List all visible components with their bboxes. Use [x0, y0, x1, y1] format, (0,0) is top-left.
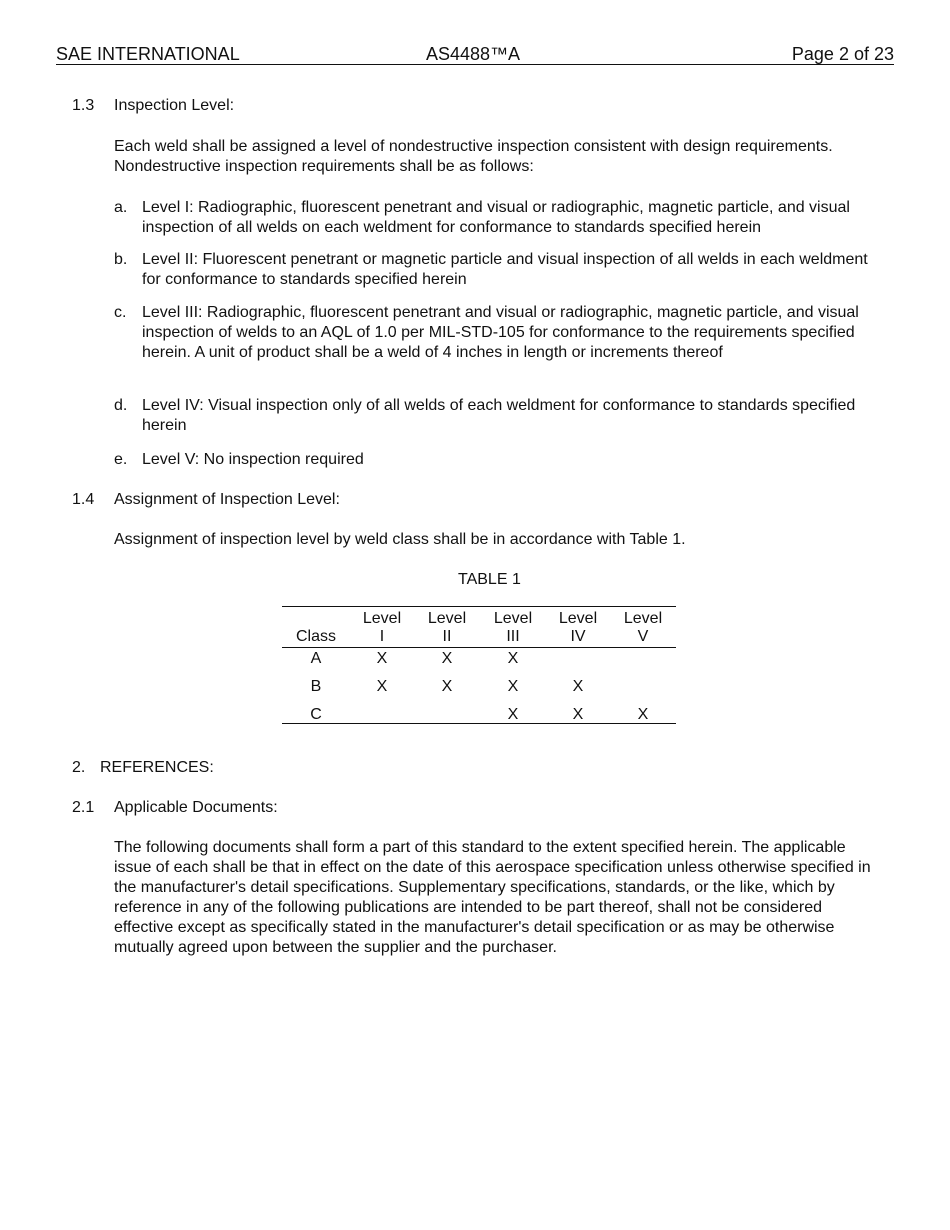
list-item-letter: d.	[114, 397, 128, 414]
section-1-4-number: 1.4	[72, 491, 95, 508]
table-cell-mark: X	[376, 650, 388, 667]
list-item-letter: e.	[114, 451, 128, 468]
table-cell-mark: X	[441, 650, 453, 667]
table-cell-mark: X	[441, 678, 453, 695]
table-header-level-numeral: IV	[570, 628, 586, 645]
section-1-3-title: Inspection Level:	[114, 97, 235, 114]
section-2-1-title: Applicable Documents:	[114, 799, 278, 816]
header-doc-number: AS4488™A	[426, 44, 521, 64]
page-header	[56, 44, 894, 65]
section-2-1-body: The following documents shall form a part of this standard to the extent specified herein. The applicable issue of each shall be that in effect on the date of this aerospace specification unless otherwise specified in the manufacturer's detail specifications. Supplementary specifications, standards, or the like, which by reference in any of the following publications are intended to be part thereof, shall not be considered effective except as specifically stated in the manufacturer's detail specification or as may be otherwise mutually agreed upon between the supplier and the purchaser.	[114, 839, 871, 956]
header-page-number: Page 2 of 23	[791, 44, 894, 64]
table-cell-class: B	[310, 678, 322, 695]
table-top-rule	[282, 606, 676, 607]
table-header-level-numeral: I	[379, 628, 385, 645]
section-1-3-number: 1.3	[72, 97, 95, 114]
table-cell-class: C	[310, 706, 322, 723]
table-cell-mark: X	[376, 678, 388, 695]
table-header-level-word: Level	[558, 610, 598, 627]
section-2-title: REFERENCES:	[100, 759, 214, 776]
table-cell-mark: X	[507, 706, 519, 723]
table-cell-mark: X	[572, 706, 584, 723]
table-caption: TABLE 1	[458, 571, 521, 588]
table-header-level-word: Level	[427, 610, 467, 627]
list-item-text: Level II: Fluorescent penetrant or magnetic particle and visual inspection of all welds in each weldment for conformance to standards specified herein	[142, 251, 868, 288]
table-header-level-numeral: V	[637, 628, 649, 645]
list-item-letter: a.	[114, 199, 128, 216]
header-org: SAE INTERNATIONAL	[56, 44, 240, 64]
table-header-level-word: Level	[362, 610, 402, 627]
table-cell-mark: X	[637, 706, 649, 723]
table-cell-mark: X	[507, 650, 519, 667]
table-header-level-word: Level	[493, 610, 533, 627]
table-header-class: Class	[295, 628, 336, 645]
section-1-4-body: Assignment of inspection level by weld class shall be in accordance with Table 1.	[114, 531, 686, 548]
list-item-text: Level IV: Visual inspection only of all welds of each weldment for conformance to standards specified herein	[142, 397, 856, 434]
table-cell-mark: X	[507, 678, 519, 695]
table-header-level-numeral: III	[506, 628, 520, 645]
list-item-text: Level III: Radiographic, fluorescent penetrant and visual or radiographic, magnetic particle, and visual inspection of welds to an AQL of 1.0 per MIL-STD-105 for conformance to the requirements specified herein. A unit of product shall be a weld of 4 inches in length or increments thereof	[142, 304, 859, 361]
table-cell-mark: X	[572, 678, 584, 695]
table-header-rule	[282, 647, 676, 648]
table-header-level-word: Level	[623, 610, 663, 627]
list-item-letter: c.	[114, 304, 127, 321]
section-2-1-number: 2.1	[72, 799, 95, 816]
section-1-4-title: Assignment of Inspection Level:	[114, 491, 340, 508]
list-item-letter: b.	[114, 251, 128, 268]
inspection-level-table	[282, 606, 676, 726]
section-1-3-intro: Each weld shall be assigned a level of nondestructive inspection consistent with design requirements. Nondestructive inspection requirements shall be as follows:	[114, 138, 833, 175]
section-2-number: 2.	[72, 759, 86, 776]
table-cell-class: A	[310, 650, 322, 667]
table-header-level-numeral: II	[442, 628, 452, 645]
list-item-text: Level I: Radiographic, fluorescent penetrant and visual or radiographic, magnetic particle, and visual inspection of all welds on each weldment for conformance to standards specified herein	[142, 199, 850, 236]
list-item-text: Level V: No inspection required	[142, 451, 364, 468]
